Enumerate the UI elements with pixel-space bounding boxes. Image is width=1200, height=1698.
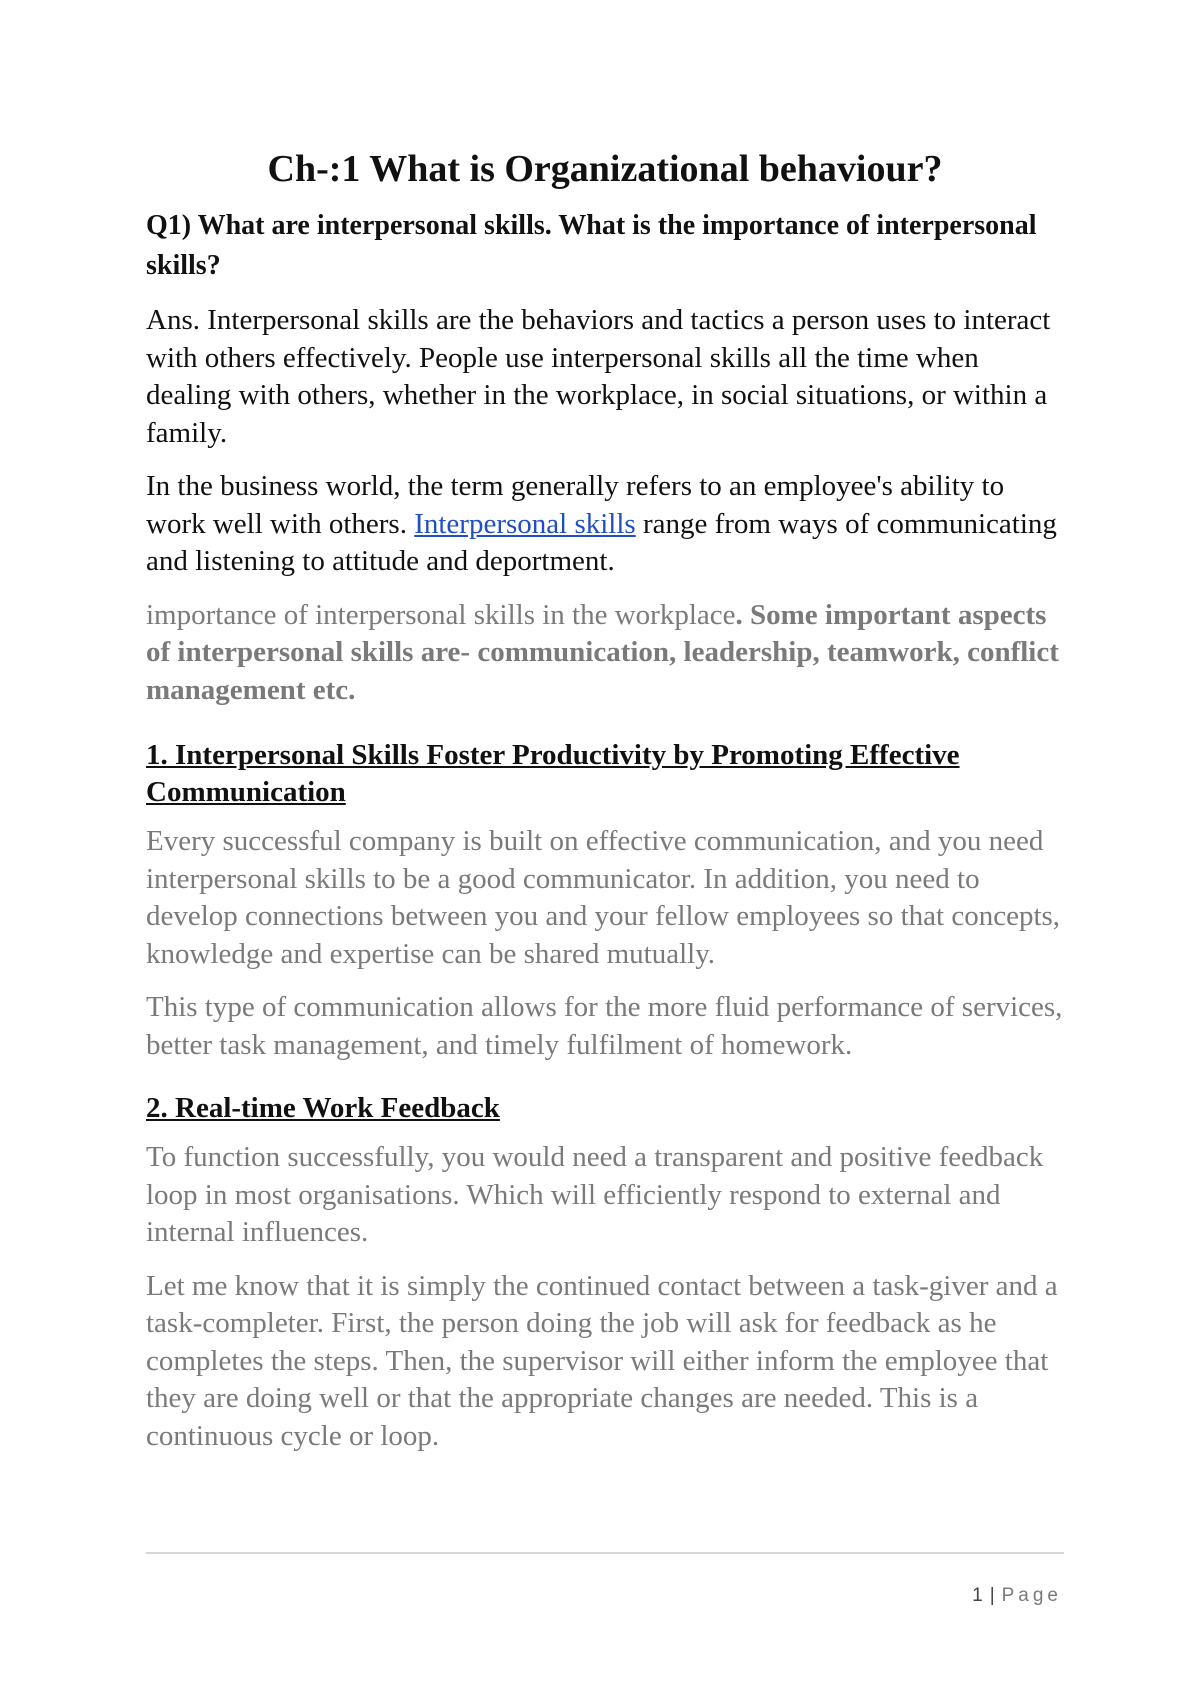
answer-paragraph: Ans. Interpersonal skills are the behaviors and tactics a person uses to interact with others effectively. People use interpersonal skills all the time when dealing with others, whether in the workplace, in social situations, or within a family. (146, 304, 1051, 449)
business-text-before: In the business world, the term generally refers to an employee's ability to work well with others. (146, 470, 1005, 540)
importance-paragraph (146, 597, 1064, 710)
importance-bold-text: . Some important aspects of interpersonal skills are- communication, leadership, teamwork, conflict management etc. (146, 598, 1059, 706)
footer-divider (146, 1552, 1064, 1554)
section-1-paragraph-1: Every successful company is built on effective communication, and you need interpersonal skills to be a good communicator. In addition, you need to develop connections between you and your fellow employees so that concepts, knowledge and expertise can be shared mutually. (146, 825, 1061, 970)
section-2-paragraph-1: To function successfully, you would need a transparent and positive feedback loop in most organisations. Which will efficiently respond to external and internal influences. (146, 1141, 1044, 1248)
section-1-heading (146, 737, 1064, 811)
chapter-title: Ch-:1 What is Organizational behaviour? (267, 148, 943, 190)
page-label: Page (1001, 1585, 1062, 1606)
page-number: 1 (972, 1585, 984, 1606)
page-content (146, 146, 1064, 1471)
page-footer (972, 1585, 1062, 1607)
section-1-number: 1 (146, 739, 161, 771)
business-text-after: range from ways of communicating and listening to attitude and deportment. (146, 507, 1057, 577)
section-2-number: 2 (146, 1092, 161, 1124)
business-paragraph (146, 468, 1064, 581)
section-2-paragraph-2: Let me know that it is simply the continued contact between a task-giver and a task-completer. First, the person doing the job will ask for feedback as he completes the steps. Then, the supervisor will either inform the employee that they are doing well or that the appropriate changes are needed. This is a continuous cycle or loop. (146, 1269, 1058, 1452)
question-heading: Q1) What are interpersonal skills. What is the importance of interpersonal skills? (146, 210, 1037, 281)
section-2-heading (146, 1090, 1064, 1127)
section-1-title: . Interpersonal Skills Foster Productivity by Promoting Effective Communication (146, 739, 960, 808)
importance-plain-text: importance of interpersonal skills in the workplace (146, 598, 736, 631)
section-1-paragraph-2: This type of communication allows for the more fluid performance of services, better task management, and timely fulfilment of homework. (146, 991, 1063, 1061)
footer-separator: | (989, 1585, 996, 1606)
interpersonal-skills-link[interactable]: Interpersonal skills (414, 507, 636, 540)
section-2-title: . Real-time Work Feedback (160, 1092, 500, 1124)
